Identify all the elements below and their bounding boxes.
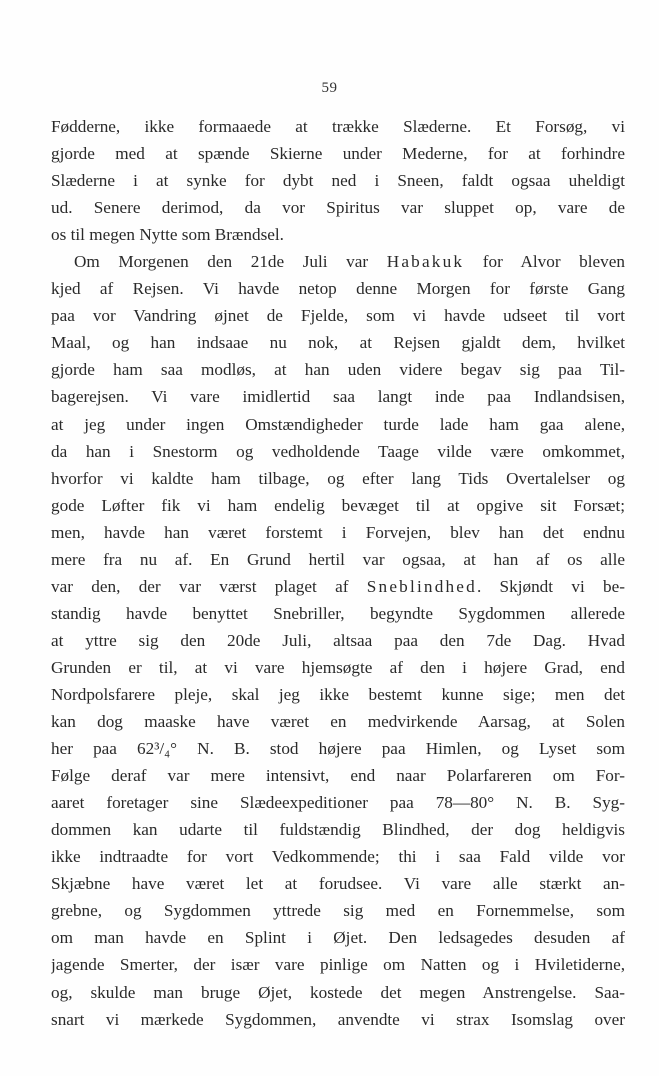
text-line: gode Løfter fik vi ham endelig bevæget til at opgive sit Forsæt;	[51, 495, 625, 515]
text-line: Følge deraf var mere intensivt, end naar Polarfareren om For-	[51, 766, 625, 786]
text-line: men, havde han været forstemt i Forvejen, blev han det endnu	[51, 522, 625, 542]
text-line: Maal, og han indsaae nu nok, at Rejsen gjaldt dem, hvilket	[51, 333, 625, 353]
text-line: om man havde en Splint i Øjet. Den ledsagedes desuden af	[51, 928, 625, 948]
text-line: her paa 62³/₄° N. B. stod højere paa Himlen, og Lyset som	[51, 739, 625, 759]
text-line: da han i Snestorm og vedholdende Taage vilde være omkommet,	[51, 441, 625, 461]
text-line: hvorfor vi kaldte ham tilbage, og efter lang Tids Overtalelser og	[51, 468, 625, 488]
text-line: ud. Senere derimod, da vor Spiritus var sluppet op, vare de	[51, 198, 625, 218]
text-line: kan dog maaske have været en medvirkende Aarsag, at Solen	[51, 712, 625, 732]
text-line: at jeg under ingen Omstændigheder turde lade ham gaa alene,	[51, 414, 625, 434]
text-line: Slæderne i at synke for dybt ned i Sneen, faldt ogsaa uheldigt	[51, 171, 625, 191]
text-line	[51, 248, 625, 275]
text-line: Grunden er til, at vi vare hjemsøgte af den i højere Grad, end	[51, 657, 625, 677]
text-segment: . Skjøndt vi be-	[476, 576, 625, 596]
text-segment: Om Morgenen den 21de Juli var	[74, 252, 387, 272]
text-line: aaret foretager sine Slædeexpeditioner paa 78—80° N. B. Syg-	[51, 793, 625, 813]
text-segment: for Alvor bleven	[464, 252, 625, 272]
text-line: at yttre sig den 20de Juli, altsaa paa den 7de Dag. Hvad	[51, 630, 625, 650]
spaced-emphasis: Habakuk	[386, 252, 465, 272]
body-text	[51, 113, 625, 1033]
page-number: 59	[321, 80, 338, 96]
text-line: kjed af Rejsen. Vi havde netop denne Morgen for første Gang	[51, 279, 625, 299]
text-line: bagerejsen. Vi vare imidlertid saa langt inde paa Indlandsisen,	[51, 387, 625, 407]
text-line: paa vor Vandring øjnet de Fjelde, som vi havde udseet til vort	[51, 306, 625, 326]
text-line: gjorde med at spænde Skierne under Mederne, for at forhindre	[51, 144, 625, 164]
text-line: os til megen Nytte som Brændsel.	[51, 225, 284, 245]
text-line: Nordpolsfarere pleje, skal jeg ikke bestemt kunne sige; men det	[51, 684, 625, 704]
text-segment: var den, der var værst plaget af	[51, 576, 367, 596]
text-line: mere fra nu af. En Grund hertil var ogsaa, at han af os alle	[51, 549, 625, 569]
text-line	[51, 573, 625, 600]
text-line: snart vi mærkede Sygdommen, anvendte vi strax Isomslag over	[51, 1009, 625, 1029]
text-line: og, skulde man bruge Øjet, kostede det megen Anstrengelse. Saa-	[51, 982, 625, 1002]
text-line: jagende Smerter, der især vare pinlige om Natten og i Hviletiderne,	[51, 955, 625, 975]
text-line: gjorde ham saa modløs, at han uden videre begav sig paa Til-	[51, 360, 625, 380]
text-line: Skjæbne have været let at forudsee. Vi vare alle stærkt an-	[51, 874, 625, 894]
text-line: ikke indtraadte for vort Vedkommende; thi i saa Fald vilde vor	[51, 847, 625, 867]
text-line: Fødderne, ikke formaaede at trække Slæderne. Et Forsøg, vi	[51, 117, 625, 136]
text-line: dommen kan udarte til fuldstændig Blindhed, der dog heldigvis	[51, 820, 625, 840]
text-line: standig havde benyttet Snebriller, begyndte Sygdommen allerede	[51, 603, 625, 623]
text-line: grebne, og Sygdommen yttrede sig med en Fornemmelse, som	[51, 901, 625, 921]
spaced-emphasis: Sneblindhed	[366, 576, 477, 596]
